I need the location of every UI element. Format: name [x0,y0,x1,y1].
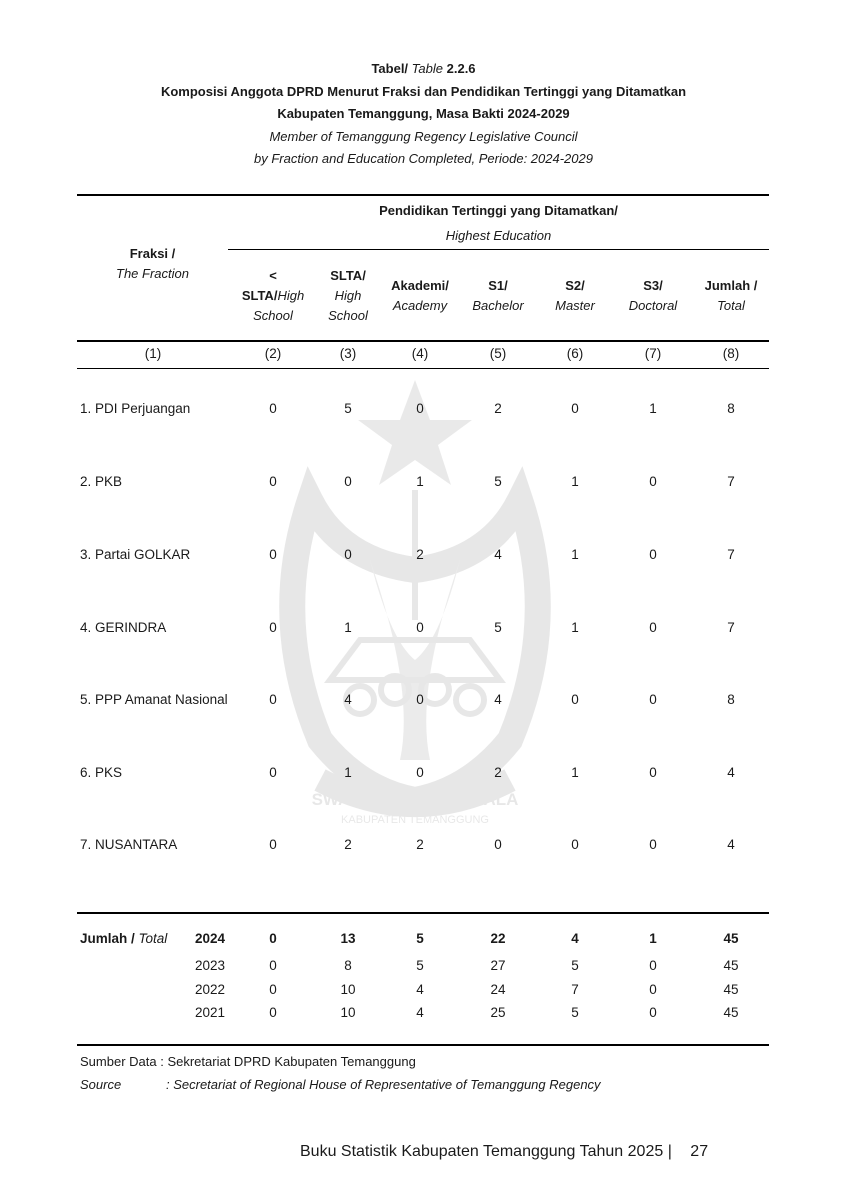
total-cell: 10 [340,982,356,997]
total-cell: 45 [723,982,739,997]
total-cell: 7 [571,982,579,997]
page-footer [300,1143,708,1161]
row-fraction-label: 3. Partai GOLKAR [80,547,191,562]
table-cell: 0 [649,547,657,562]
table-cell: 0 [344,547,352,562]
table-cell: 0 [269,474,277,489]
total-top-rule [77,912,769,914]
table-cell: 4 [344,692,352,707]
table-cell: 0 [571,692,579,707]
table-cell: 4 [727,765,735,780]
table-cell: 7 [727,547,735,562]
table-title-block [0,58,847,171]
total-cell: 8 [344,958,352,973]
table-number: Tabel/ Table 2.2.6 [371,61,476,76]
table-cell: 0 [649,837,657,852]
table-cell: 4 [727,837,735,852]
title-id-line1: Komposisi Anggota DPRD Menurut Fraksi dan Pendidikan Tertinggi yang Ditamatkan [160,83,687,99]
table-bottom-rule [77,1044,769,1046]
total-cell: 45 [723,931,739,946]
total-cell: 10 [340,1005,356,1020]
column-number: (7) [644,346,662,361]
table-cell: 0 [269,765,277,780]
total-cell: 0 [269,958,277,973]
total-cell: 4 [571,931,579,946]
total-cell: 0 [649,958,657,973]
table-cell: 2 [494,401,502,416]
total-cell: 0 [649,982,657,997]
column-number: (6) [566,346,584,361]
regency-emblem-watermark [250,360,580,860]
table-cell: 0 [416,620,424,635]
total-year: 2021 [194,1005,226,1020]
table-cell: 0 [269,692,277,707]
table-cell: 5 [494,474,502,489]
table-cell: 0 [649,692,657,707]
table-cell: 2 [344,837,352,852]
table-cell: 8 [727,692,735,707]
table-cell: 0 [344,474,352,489]
row-fraction-label: 7. NUSANTARA [80,837,178,852]
total-cell: 13 [340,931,356,946]
page-number: 27 [690,1143,709,1160]
table-cell: 5 [344,401,352,416]
table-cell: 2 [416,547,424,562]
total-cell: 0 [269,931,277,946]
total-cell: 5 [571,1005,579,1020]
row-fraction-label: 4. GERINDRA [80,620,167,635]
total-year: 2022 [194,982,226,997]
column-number: (3) [339,346,357,361]
table-cell: 4 [494,692,502,707]
table-cell: 2 [494,765,502,780]
table-cell: 8 [727,401,735,416]
table-top-rule [77,194,769,196]
table-cell: 1 [344,765,352,780]
table-cell: 0 [649,620,657,635]
col-header-master: S2/ Master [555,278,595,313]
column-number: (5) [489,346,507,361]
table-cell: 0 [649,765,657,780]
column-number: (1) [144,346,162,361]
row-fraction-label: 2. PKB [80,474,123,489]
table-cell: 0 [416,401,424,416]
source-en: Source : Secretariat of Regional House of Representative of Temanggung Regency [80,1077,601,1092]
table-cell: 0 [269,547,277,562]
colnum-bottom-rule [77,368,769,369]
watermark-motto: SWADAYA BHUMI PHALA [311,790,519,809]
table-cell: 1 [344,620,352,635]
table-cell: 0 [494,837,502,852]
table-cell: 1 [416,474,424,489]
footer-book-title: Buku Statistik Kabupaten Temanggung Tahun 2025 | [300,1143,672,1160]
total-year: 2024 [194,931,226,946]
total-cell: 5 [416,931,424,946]
table-cell: 0 [416,692,424,707]
total-label: Jumlah / Total [80,931,168,946]
total-cell: 4 [416,982,424,997]
total-cell: 45 [723,958,739,973]
table-cell: 0 [269,620,277,635]
total-cell: 4 [416,1005,424,1020]
total-cell: 45 [723,1005,739,1020]
title-en-line2: by Fraction and Education Completed, Periode: 2024-2029 [254,151,593,166]
total-cell: 5 [571,958,579,973]
title-en-line1: Member of Temanggung Regency Legislative Council [269,128,578,144]
table-cell: 1 [571,765,579,780]
table-cell: 4 [494,547,502,562]
col-header-below-slta: < SLTA/High School [241,268,305,323]
table-cell: 1 [571,620,579,635]
table-cell: 0 [269,401,277,416]
header-bottom-rule [77,340,769,342]
total-cell: 24 [490,982,506,997]
total-year: 2023 [194,958,226,973]
total-cell: 5 [416,958,424,973]
col-header-doctoral: S3/ Doctoral [628,278,678,313]
table-cell: 1 [571,547,579,562]
col-header-academy: Akademi/ Academy [391,278,449,313]
title-id-line2: Kabupaten Temanggung, Masa Bakti 2024-2029 [277,106,570,121]
total-cell: 0 [649,1005,657,1020]
row-fraction-label: 5. PPP Amanat Nasional [80,692,228,707]
header-sub-rule [228,249,769,250]
row-fraction-label: 6. PKS [80,765,123,780]
col-header-total: Jumlah / Total [704,278,758,313]
total-cell: 0 [269,982,277,997]
column-number: (2) [264,346,282,361]
table-cell: 1 [571,474,579,489]
column-number: (4) [411,346,429,361]
table-cell: 0 [571,401,579,416]
col-header-slta: SLTA/ High School [328,268,368,323]
column-number: (8) [722,346,740,361]
table-cell: 1 [649,401,657,416]
row-fraction-label: 1. PDI Perjuangan [80,401,191,416]
table-cell: 7 [727,620,735,635]
table-cell: 0 [416,765,424,780]
table-cell: 0 [571,837,579,852]
table-cell: 0 [649,474,657,489]
col-header-bachelor: S1/ Bachelor [472,278,524,313]
watermark-region: KABUPATEN TEMANGGUNG [341,814,489,826]
total-cell: 1 [649,931,657,946]
source-id: Sumber Data : Sekretariat DPRD Kabupaten Temanggung [80,1054,416,1069]
total-cell: 25 [490,1005,506,1020]
table-cell: 5 [494,620,502,635]
education-group-header: Pendidikan Tertinggi yang Ditamatkan/ Highest Education [379,203,618,243]
fraction-header: Fraksi / The Fraction [116,246,189,281]
total-cell: 0 [269,1005,277,1020]
total-cell: 27 [490,958,506,973]
total-cell: 22 [490,931,506,946]
table-cell: 0 [269,837,277,852]
table-cell: 7 [727,474,735,489]
table-cell: 2 [416,837,424,852]
